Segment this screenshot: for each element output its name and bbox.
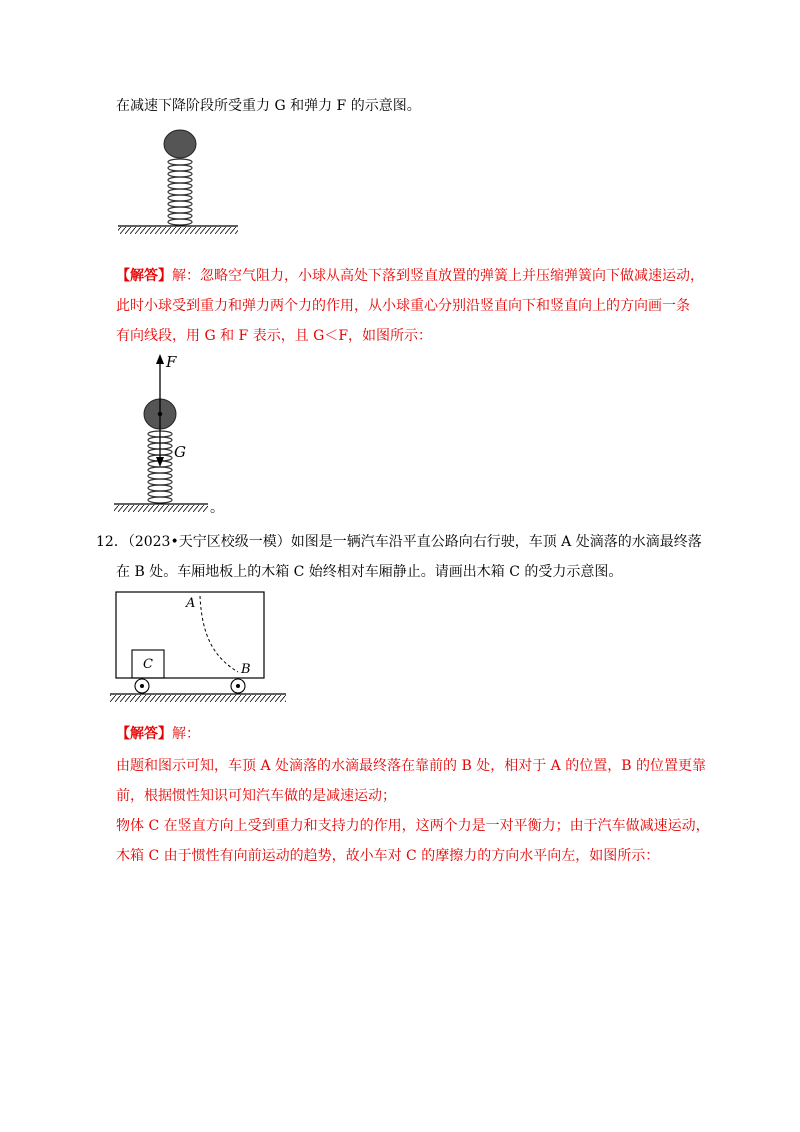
road-hatch: [110, 695, 286, 702]
q11-answer-line-1: [116, 266, 704, 286]
arrowhead-up-icon: [156, 354, 164, 364]
q12-line-1: [96, 532, 702, 552]
label-b: B: [241, 662, 251, 677]
car-figure: [110, 588, 290, 704]
spring-ball-figure: [110, 120, 250, 240]
answer-tag: 【解答】: [116, 268, 172, 284]
arrowhead-down-icon: [156, 457, 164, 467]
q12-question-text-1: （2023•天宁区校级一模）如图是一辆汽车沿平直公路向右行驶，车顶 A 处滴落的水滴最终落: [127, 534, 702, 550]
ball: [164, 130, 196, 158]
q12-answer-line-3: 物体 C 在竖直方向上受到重力和支持力的作用，这两个力是一对平衡力；由于汽车做减速运动，: [116, 818, 710, 834]
force-f-label: F: [166, 353, 177, 371]
q11-intro-line: 在减速下降阶段所受重力 G 和弹力 F 的示意图。: [116, 98, 421, 114]
q12-answer-line-4: 木箱 C 由于惯性有向前运动的趋势，故小车对 C 的摩擦力的方向水平向左，如图所示：: [116, 848, 660, 864]
q11-answer-line-2: 此时小球受到重力和弹力两个力的作用，从小球重心分别沿竖直向下和竖直向上的方向画一条: [116, 298, 690, 314]
spring-coils: [168, 159, 192, 225]
question-number: 12．: [96, 534, 128, 550]
water-drop-path: [200, 596, 238, 672]
figure-period: 。: [210, 500, 224, 516]
q12-answer-first: 解：: [172, 726, 200, 742]
q12-answer-line-2: 前，根据惯性知识可知汽车做的是减速运动；: [116, 788, 396, 804]
answer-tag: 【解答】: [116, 726, 172, 742]
label-a: A: [186, 596, 196, 611]
force-diagram-figure: [108, 350, 228, 520]
q12-line-2: 在 B 处。车厢地板上的木箱 C 始终相对车厢静止。请画出木箱 C 的受力示意图。: [116, 564, 623, 580]
q11-answer-line-3: 有向线段，用 G 和 F 表示，且 G＜F，如图所示：: [116, 328, 433, 344]
ground-hatch: [118, 227, 238, 234]
ground-hatch: [114, 505, 208, 512]
q11-answer-text-1: 解：忽略空气阻力，小球从高处下落到竖直放置的弹簧上并压缩弹簧向下做减速运动，: [172, 268, 704, 284]
q12-answer-head: [116, 724, 200, 744]
force-g-label: G: [174, 443, 186, 461]
label-c: C: [143, 657, 153, 672]
q12-answer-line-1: 由题和图示可知，车顶 A 处滴落的水滴最终落在靠前的 B 处，相对于 A 的位置，B 的位置更靠: [116, 758, 706, 774]
